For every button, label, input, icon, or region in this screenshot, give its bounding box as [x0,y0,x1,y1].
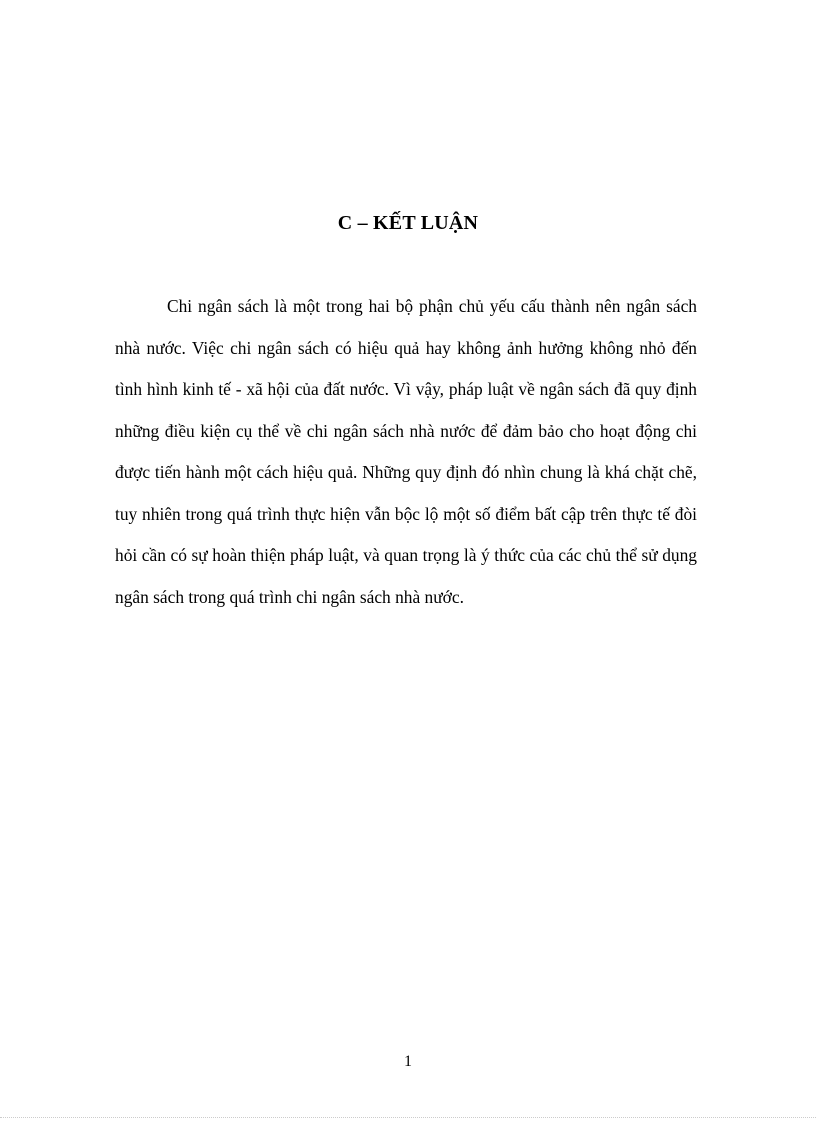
section-heading: C – KẾT LUẬN [337,212,479,234]
conclusion-paragraph: Chi ngân sách là một trong hai bộ phận chủ yếu cấu thành nên ngân sách nhà nước. Việc chi ngân sách có hiệu quả hay không ảnh hưởng không nhỏ đến tình hình kinh tế - xã hội của đất nước. Vì vậy, pháp luật về ngân sách đã quy định những điều kiện cụ thể về chi ngân sách nhà nước để đảm bảo cho hoạt động chi được tiến hành một cách hiệu quả. Những quy định đó nhìn chung là khá chặt chẽ, tuy nhiên trong quá trình thực hiện vẫn bộc lộ một số điểm bất cập trên thực tế đòi hỏi cần có sự hoàn thiện pháp luật, và quan trọng là ý thức của các chủ thể sử dụng ngân sách trong quá trình chi ngân sách nhà nước. [115,296,697,607]
page-number: 1 [404,1053,412,1070]
page-bottom-divider [0,1117,816,1118]
